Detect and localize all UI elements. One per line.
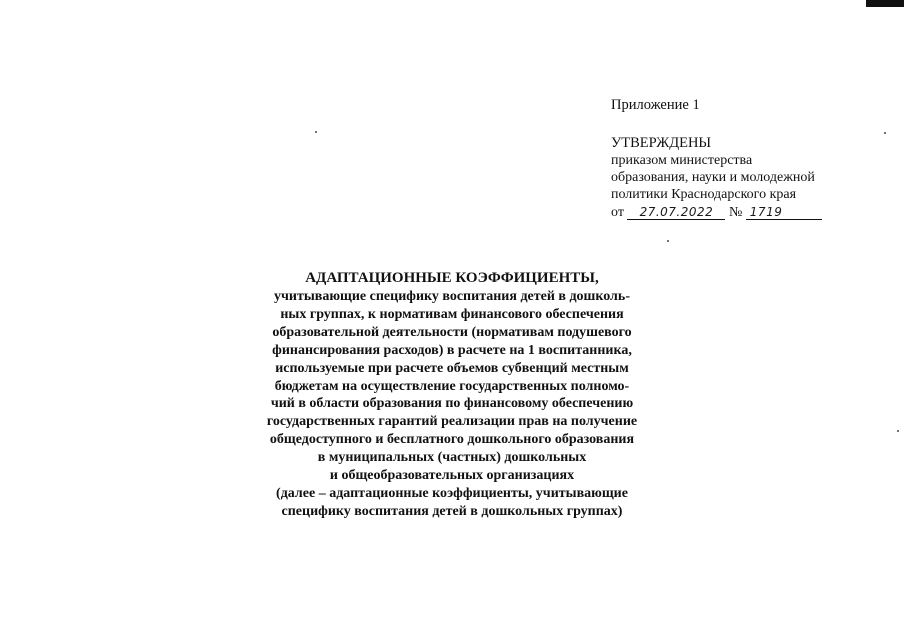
title-line: (далее – адаптационные коэффициенты, учитывающие	[276, 485, 628, 501]
approved-heading: УТВЕРЖДЕНЫ	[611, 135, 712, 151]
document-title: АДАПТАЦИОННЫЕ КОЭФФИЦИЕНТЫ,	[305, 270, 599, 286]
order-date-number-row	[611, 204, 822, 221]
appendix-approval-block	[611, 97, 822, 221]
title-line: специфику воспитания детей в дошкольных группах)	[281, 503, 623, 519]
appendix-label: Приложение 1	[611, 97, 700, 113]
handwritten-date: 27.07.2022	[627, 205, 725, 220]
from-label: от	[611, 205, 624, 220]
title-line: используемые при расчете объемов субвенций местным	[275, 360, 629, 376]
title-line: ных группах, к нормативам финансового обеспечения	[280, 306, 624, 322]
title-line: и общеобразовательных организациях	[329, 468, 575, 484]
title-line: образовательной деятельности (нормативам подушевого	[272, 324, 632, 340]
title-line: финансирования расходов) в расчете на 1 воспитанника,	[272, 342, 632, 358]
order-line: образования, науки и молодежной	[611, 170, 815, 185]
scan-corner-mark	[866, 0, 904, 7]
scan-speck	[897, 430, 899, 432]
title-line: государственных гарантий реализации прав на получение	[266, 414, 638, 430]
title-line: бюджетам на осуществление государственных полномо-	[274, 378, 630, 394]
title-line: общедоступного и бесплатного дошкольного образования	[269, 432, 635, 448]
document-title-block	[232, 269, 672, 521]
title-line: чий в области образования по финансовому обеспечению	[270, 396, 634, 412]
number-label: №	[728, 205, 743, 220]
scan-speck	[315, 131, 317, 133]
scan-speck	[667, 240, 669, 242]
handwritten-number: 1719	[746, 205, 822, 220]
title-line: учитывающие специфику воспитания детей в дошколь-	[274, 289, 630, 304]
title-line: в муниципальных (частных) дошкольных	[317, 450, 587, 466]
order-line: приказом министерства	[611, 153, 753, 168]
scan-speck	[884, 132, 886, 134]
order-line: политики Краснодарского края	[611, 187, 797, 202]
